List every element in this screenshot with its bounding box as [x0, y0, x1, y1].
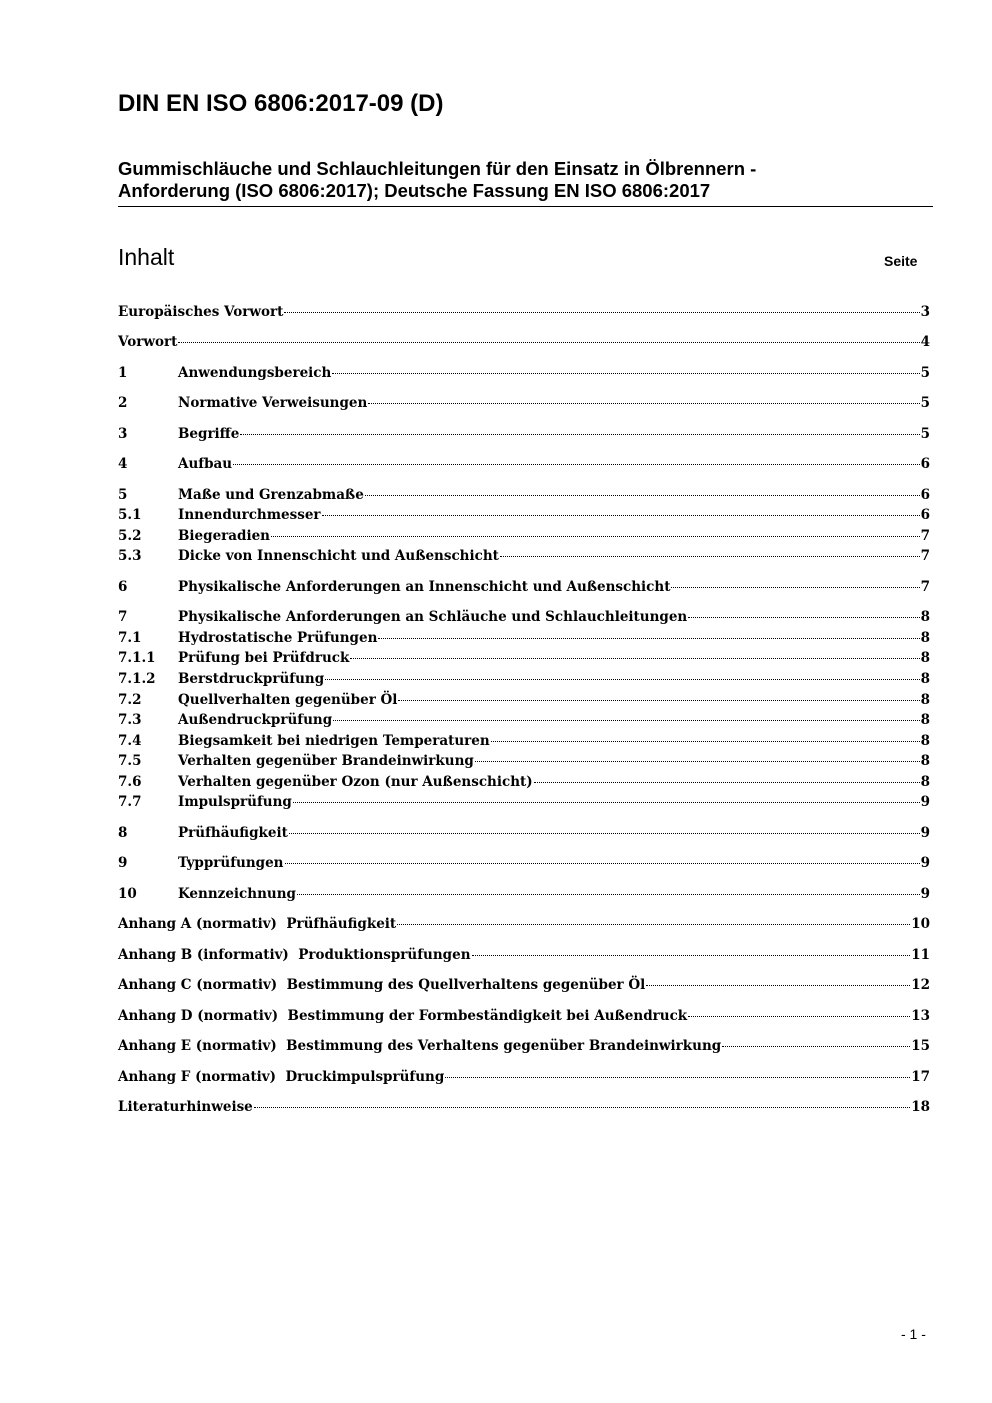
toc-entry-number: 5 — [118, 487, 128, 503]
toc-dot-leader — [240, 434, 919, 435]
toc-entry-title: Anhang C (normativ) Bestimmung des Quellverhaltens gegenüber Öl — [118, 977, 646, 993]
toc-entry-page: 8 — [920, 650, 930, 666]
toc-entry-number: 10 — [118, 886, 137, 902]
toc-entry-page: 8 — [920, 733, 930, 749]
toc-entry-number: 1 — [118, 365, 128, 381]
toc-dot-leader — [398, 700, 919, 701]
toc-entry[interactable] — [118, 772, 930, 792]
toc-entry[interactable] — [118, 628, 930, 648]
toc-entry[interactable] — [118, 302, 930, 322]
toc-entry[interactable] — [118, 454, 930, 474]
toc-entry[interactable] — [118, 332, 930, 352]
toc-entry-page: 8 — [920, 609, 930, 625]
toc-entry-number: 7.2 — [118, 692, 142, 708]
toc-entry-page: 7 — [920, 579, 930, 595]
toc-entry-title: Aufbau — [178, 456, 233, 472]
toc-entry[interactable] — [118, 648, 930, 668]
toc-entry-number: 7.5 — [118, 753, 142, 769]
toc-entry-number: 4 — [118, 456, 128, 472]
toc-entry[interactable] — [118, 505, 930, 525]
toc-dot-leader — [322, 515, 920, 516]
toc-dot-leader — [325, 679, 919, 680]
toc-entry-title: Biegsamkeit bei niedrigen Temperaturen — [178, 733, 490, 749]
toc-entry[interactable] — [118, 546, 930, 566]
toc-dot-leader — [646, 985, 910, 986]
toc-entry-title: Anhang E (normativ) Bestimmung des Verhaltens gegenüber Brandeinwirkung — [118, 1038, 722, 1054]
toc-entry-number: 2 — [118, 395, 128, 411]
toc-heading: Inhalt — [118, 244, 175, 270]
toc-entry-title: Europäisches Vorwort — [118, 304, 284, 320]
toc-entry[interactable] — [118, 393, 930, 413]
toc-entry-title: Quellverhalten gegenüber Öl — [178, 692, 398, 708]
document-subtitle — [118, 158, 933, 202]
toc-entry-title: Kennzeichnung — [178, 886, 296, 902]
toc-entry-number: 6 — [118, 579, 128, 595]
toc-entry-title: Anhang D (normativ) Bestimmung der Formbeständigkeit bei Außendruck — [118, 1008, 688, 1024]
toc-entry-page: 8 — [920, 753, 930, 769]
toc-entry[interactable] — [118, 485, 930, 505]
toc-dot-leader — [365, 495, 920, 496]
toc-dot-leader — [491, 741, 920, 742]
toc-entry-number: 7.7 — [118, 794, 142, 810]
toc-entry-page: 13 — [911, 1008, 930, 1024]
toc-dot-leader — [688, 617, 919, 618]
subtitle-line-1: Gummischläuche und Schlauchleitungen für den Einsatz in Ölbrennern - — [118, 158, 757, 179]
toc-entry-number: 7.1 — [118, 630, 142, 646]
toc-dot-leader — [534, 782, 920, 783]
toc-entry-number: 7.1.1 — [118, 650, 156, 666]
toc-entry-page: 12 — [911, 977, 930, 993]
toc-entry-number: 5.3 — [118, 548, 142, 564]
toc-dot-leader — [445, 1077, 910, 1078]
toc-entry-title: Außendruckprüfung — [178, 712, 333, 728]
toc-entry[interactable] — [118, 975, 930, 995]
toc-entry[interactable] — [118, 526, 930, 546]
toc-entry-title: Anhang F (normativ) Druckimpulsprüfung — [118, 1069, 445, 1085]
toc-entry-title: Verhalten gegenüber Ozon (nur Außenschicht) — [178, 774, 533, 790]
toc-entry-number: 3 — [118, 426, 128, 442]
toc-dot-leader — [688, 1016, 910, 1017]
toc-entry[interactable] — [118, 853, 930, 873]
toc-entry[interactable] — [118, 363, 930, 383]
toc-dot-leader — [284, 312, 919, 313]
toc-entry-page: 11 — [911, 947, 930, 963]
toc-dot-leader — [297, 894, 920, 895]
toc-entry-number: 7.3 — [118, 712, 142, 728]
document-title: DIN EN ISO 6806:2017-09 (D) — [118, 90, 444, 117]
toc-entry[interactable] — [118, 710, 930, 730]
toc-entry-page: 5 — [920, 395, 930, 411]
toc-entry-number: 7 — [118, 609, 128, 625]
toc-entry-title: Begriffe — [178, 426, 240, 442]
toc-dot-leader — [722, 1046, 910, 1047]
toc-entry-number: 7.1.2 — [118, 671, 156, 687]
toc-dot-leader — [500, 556, 920, 557]
toc-entry-title: Biegeradien — [178, 528, 270, 544]
toc-entry-page: 7 — [920, 548, 930, 564]
toc-entry[interactable] — [118, 731, 930, 751]
toc-entry[interactable] — [118, 1006, 930, 1026]
toc-entry[interactable] — [118, 792, 930, 812]
toc-entry-page: 3 — [920, 304, 930, 320]
toc-dot-leader — [378, 638, 919, 639]
toc-entry-page: 7 — [920, 528, 930, 544]
toc-entry-page: 6 — [920, 487, 930, 503]
toc-dot-leader — [472, 955, 911, 956]
toc-entry-page: 8 — [920, 630, 930, 646]
toc-entry-number: 7.6 — [118, 774, 142, 790]
toc-dot-leader — [254, 1107, 910, 1108]
toc-entry[interactable] — [118, 1036, 930, 1056]
toc-entry-page: 8 — [920, 671, 930, 687]
toc-entry[interactable] — [118, 690, 930, 710]
toc-entry-title: Normative Verweisungen — [178, 395, 368, 411]
toc-entry[interactable] — [118, 945, 930, 965]
toc-entry-page: 9 — [920, 855, 930, 871]
page-column-label: Seite — [884, 253, 918, 269]
toc-entry-title: Anwendungsbereich — [178, 365, 332, 381]
toc-entry-title: Prüfung bei Prüfdruck — [178, 650, 350, 666]
toc-entry-number: 8 — [118, 825, 128, 841]
toc-dot-leader — [293, 802, 920, 803]
toc-entry[interactable] — [118, 424, 930, 444]
toc-entry-title: Vorwort — [118, 334, 178, 350]
toc-entry-title: Dicke von Innenschicht und Außenschicht — [178, 548, 499, 564]
toc-entry-title: Maße und Grenzabmaße — [178, 487, 364, 503]
toc-entry-title: Hydrostatische Prüfungen — [178, 630, 378, 646]
toc-entry[interactable] — [118, 884, 930, 904]
toc-dot-leader — [333, 720, 919, 721]
toc-entry-number: 5.1 — [118, 507, 142, 523]
toc-dot-leader — [285, 863, 920, 864]
toc-entry-title: Physikalische Anforderungen an Innenschicht und Außenschicht — [178, 579, 671, 595]
toc-entry-page: 4 — [920, 334, 930, 350]
title-divider — [118, 206, 933, 207]
toc-dot-leader — [350, 658, 919, 659]
toc-entry-title: Impulsprüfung — [178, 794, 292, 810]
toc-entry-title: Literaturhinweise — [118, 1099, 253, 1115]
toc-entry-page: 5 — [920, 426, 930, 442]
toc-entry-page: 6 — [920, 456, 930, 472]
toc-entry-page: 9 — [920, 794, 930, 810]
page-number-footer: - 1 - — [901, 1326, 926, 1342]
toc-entry-page: 18 — [911, 1099, 930, 1115]
toc-entry[interactable] — [118, 1097, 930, 1117]
toc-entry[interactable] — [118, 577, 930, 597]
toc-entry-page: 9 — [920, 825, 930, 841]
toc-entry-page: 5 — [920, 365, 930, 381]
toc-entry-page: 9 — [920, 886, 930, 902]
toc-dot-leader — [271, 536, 920, 537]
toc-entry-title: Typprüfungen — [178, 855, 284, 871]
toc-entry-title: Anhang A (normativ) Prüfhäufigkeit — [118, 916, 397, 932]
toc-entry[interactable] — [118, 607, 930, 627]
toc-entry-number: 5.2 — [118, 528, 142, 544]
toc-entry[interactable] — [118, 751, 930, 771]
toc-entry-page: 10 — [911, 916, 930, 932]
toc-dot-leader — [368, 403, 919, 404]
toc-entry-title: Verhalten gegenüber Brandeinwirkung — [178, 753, 474, 769]
toc-entry-title: Berstdruckprüfung — [178, 671, 325, 687]
toc-dot-leader — [178, 342, 919, 343]
toc-entry-page: 8 — [920, 712, 930, 728]
toc-dot-leader — [332, 373, 919, 374]
toc-entry-page: 8 — [920, 774, 930, 790]
toc-dot-leader — [397, 924, 910, 925]
toc-entry-page: 15 — [911, 1038, 930, 1054]
toc-dot-leader — [233, 464, 919, 465]
toc-entry-title: Innendurchmesser — [178, 507, 321, 523]
toc-dot-leader — [475, 761, 920, 762]
toc-entry[interactable] — [118, 823, 930, 843]
toc-entry[interactable] — [118, 1067, 930, 1087]
toc-entry-page: 8 — [920, 692, 930, 708]
toc-entry-page: 6 — [920, 507, 930, 523]
toc-entry[interactable] — [118, 669, 930, 689]
subtitle-line-2: Anforderung (ISO 6806:2017); Deutsche Fassung EN ISO 6806:2017 — [118, 180, 711, 201]
toc-entry-title: Prüfhäufigkeit — [178, 825, 288, 841]
toc-entry-title: Anhang B (informativ) Produktionsprüfungen — [118, 947, 471, 963]
toc-entry-title: Physikalische Anforderungen an Schläuche und Schlauchleitungen — [178, 609, 688, 625]
toc-entry-number: 7.4 — [118, 733, 142, 749]
toc-entry-number: 9 — [118, 855, 128, 871]
toc-entry-page: 17 — [911, 1069, 930, 1085]
toc-dot-leader — [671, 587, 919, 588]
toc-dot-leader — [289, 833, 920, 834]
toc-entry[interactable] — [118, 914, 930, 934]
